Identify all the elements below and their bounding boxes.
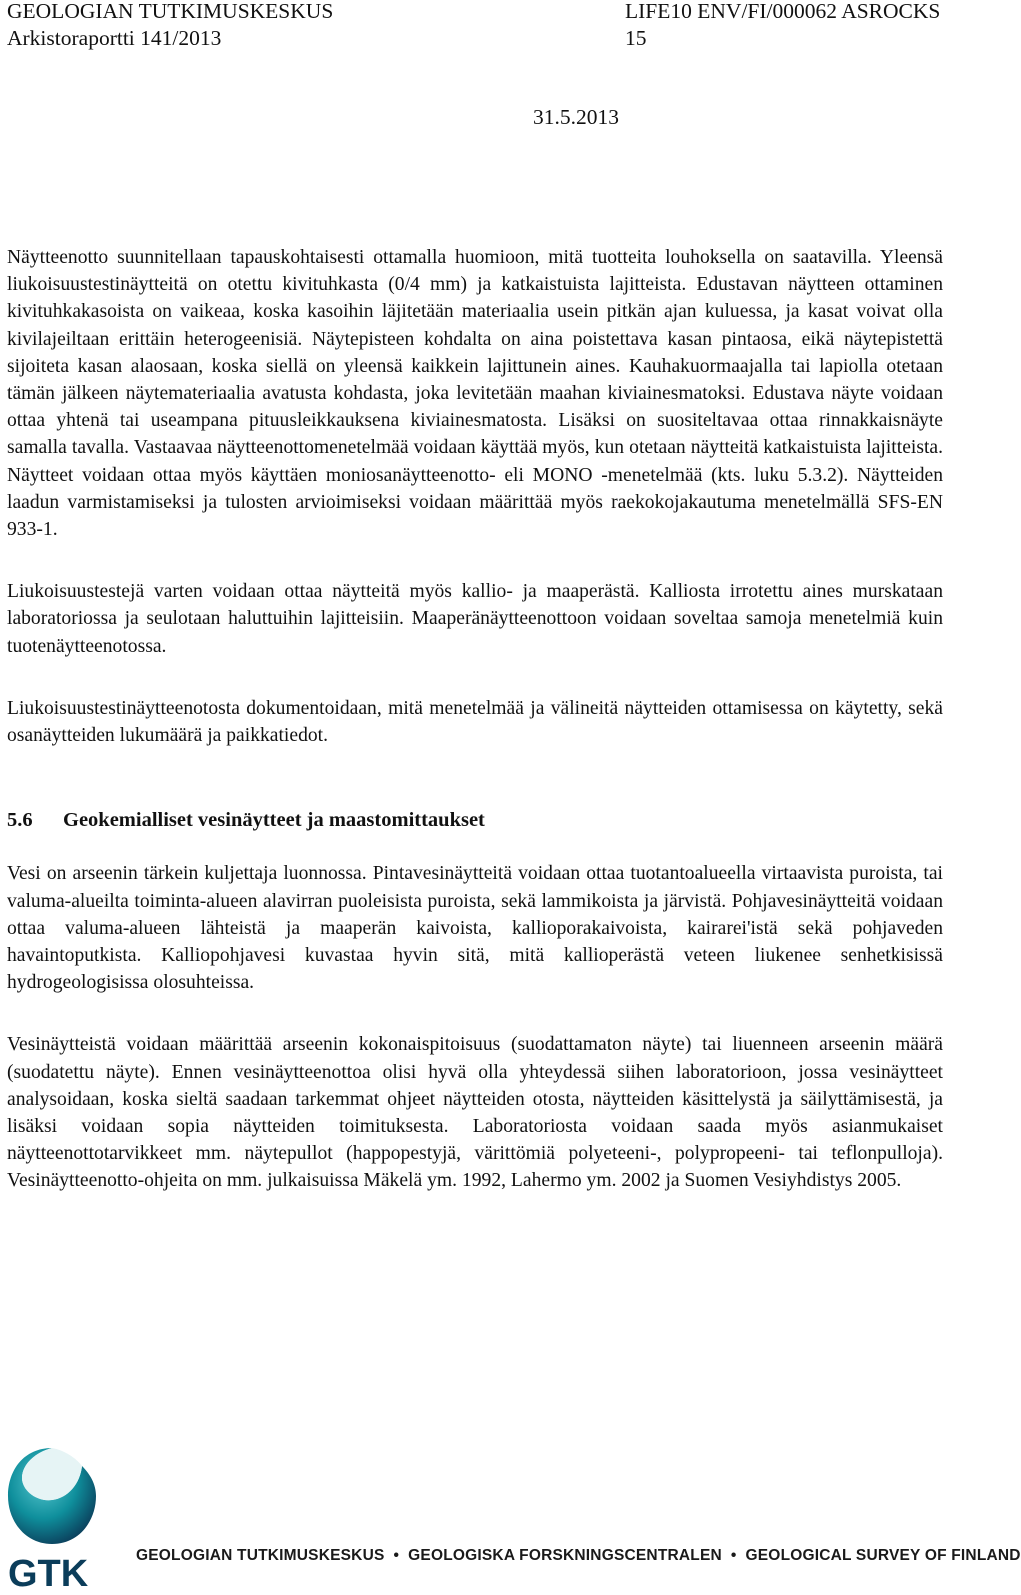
footer-separator: •	[393, 1547, 400, 1564]
page-header	[7, 0, 947, 129]
header-project: LIFE10 ENV/FI/000062 ASROCKS	[625, 0, 941, 23]
footer-separator: •	[730, 1547, 737, 1564]
document-body	[7, 244, 943, 1195]
section-heading	[7, 807, 943, 834]
paragraph-water: Vesi on arseenin tärkein kuljettaja luonnossa. Pintavesinäytteitä voidaan ottaa tuotantoalueella virtaavista puroista, tai valuma-alueilta toiminta-alueen alavirran puoleisista puroista, sekä lammikoista ja järvistä. Pohjavesinäytteitä voidaan ottaa valuma-alueen lähteistä ja maaperän kaivoista, kallioporakaivoista, kairarei'istä sekä pohjaveden havaintoputkista. Kalliopohjavesi kuvastaa hyvin sitä, mitä kallioperästä veteen liukenee senhetkisissä hydrogeologisissa olosuhteissa.	[7, 863, 943, 994]
footer-org-line	[136, 1547, 1021, 1565]
gtk-logo	[6, 1440, 98, 1595]
section-number: 5.6	[7, 809, 33, 832]
header-report: Arkistoraportti 141/2013	[7, 26, 222, 50]
header-page-number: 15	[625, 26, 647, 50]
header-org: GEOLOGIAN TUTKIMUSKESKUS	[7, 0, 334, 23]
page-footer	[0, 1430, 1021, 1595]
header-date: 31.5.2013	[533, 105, 619, 129]
section-title: Geokemialliset vesinäytteet ja maastomittaukset	[63, 809, 485, 832]
paragraph-sampling: Näytteenotto suunnitellaan tapauskohtaisesti ottamalla huomioon, mitä tuotteita louhoksella on saatavilla. Yleensä liukoisuustestinäytteitä on otettu kivituhkasta (0/4 mm) ja katkaistuista lajitteista. Edustavan näytteen ottaminen kivituhkakasoista on vaikeaa, koska kasoihin läjitetään materiaalia usein pitkän ajan kuluessa, ja kasat voivat olla kivilajeiltaan erittäin heterogeenisiä. Näytepisteen kohdalta on aina poistettava kasan pintaosa, eikä näytepistettä sijoiteta kasan alaosaan, koska siellä on yleensä kaikkein lajittunein aines. Kauhakuormaajalla tai lapiolla otetaan tämän jälkeen näytemateriaalia avatusta kohdasta, joka levitetään maahan kiviainesmatoksi. Edustava näyte voidaan ottaa yhtenä tai useampana pituusleikkauksena kiviainesmatosta. Lisäksi on suositeltavaa ottaa rinnakkaisnäyte samalla tavalla. Vastaavaa näytteenottomenetelmää voidaan käyttää myös, kun otetaan näytteitä katkaistuista lajitteista. Näytteet voidaan ottaa myös käyttäen moniosanäytteenotto- eli MONO -menetelmää (kts. luku 5.3.2). Näytteiden laadun varmistamiseksi ja tulosten arvioimiseksi voidaan määrittää myös raekokojakautuma menetelmällä SFS-EN 933-1.	[7, 247, 943, 541]
gtk-logo-text: GTK	[8, 1553, 89, 1595]
paragraph-rock-soil: Liukoisuustestejä varten voidaan ottaa näytteitä myös kallio- ja maaperästä. Kalliosta irrotettu aines murskataan laboratoriossa ja seulotaan haluttuihin lajitteisiin. Maaperänäytteenottoon voidaan soveltaa samoja menetelmiä kuin tuotenäytteenotossa.	[7, 581, 943, 657]
paragraph-documentation: Liukoisuustestinäytteenotosta dokumentoidaan, mitä menetelmää ja välineitä näytteiden ottamisessa on käytetty, sekä osanäytteiden lukumäärä ja paikkatiedot.	[7, 697, 943, 747]
footer-org-fi: GEOLOGIAN TUTKIMUSKESKUS	[136, 1547, 385, 1564]
paragraph-water-samples: Vesinäytteistä voidaan määrittää arseenin kokonaispitoisuus (suodattamaton näyte) tai liuenneen arseenin määrä (suodatettu näyte). Ennen vesinäytteenottoa olisi hyvä olla yhteydessä siihen laboratorioon, jossa vesinäytteet analysoidaan, koska sieltä saadaan tarkemmat ohjeet näytteiden otosta, näytteiden käsittelystä ja säilyttämisestä, ja lisäksi voidaan sopia näytteiden toimituksesta. Laboratoriosta voidaan saada myös asianmukaiset näytteenottotarvikkeet mm. näytepullot (happopestyjä, värittömiä polyeteeni-, polypropeeni- tai teflonpulloja). Vesinäytteenotto-ohjeita on mm. julkaisuissa Mäkelä ym. 1992, Lahermo ym. 2002 ja Suomen Vesiyhdistys 2005.	[7, 1034, 943, 1192]
gtk-logo-icon	[6, 1440, 98, 1595]
footer-org-en: GEOLOGICAL SURVEY OF FINLAND	[745, 1547, 1021, 1564]
footer-org-sv: GEOLOGISKA FORSKNINGSCENTRALEN	[408, 1547, 722, 1564]
